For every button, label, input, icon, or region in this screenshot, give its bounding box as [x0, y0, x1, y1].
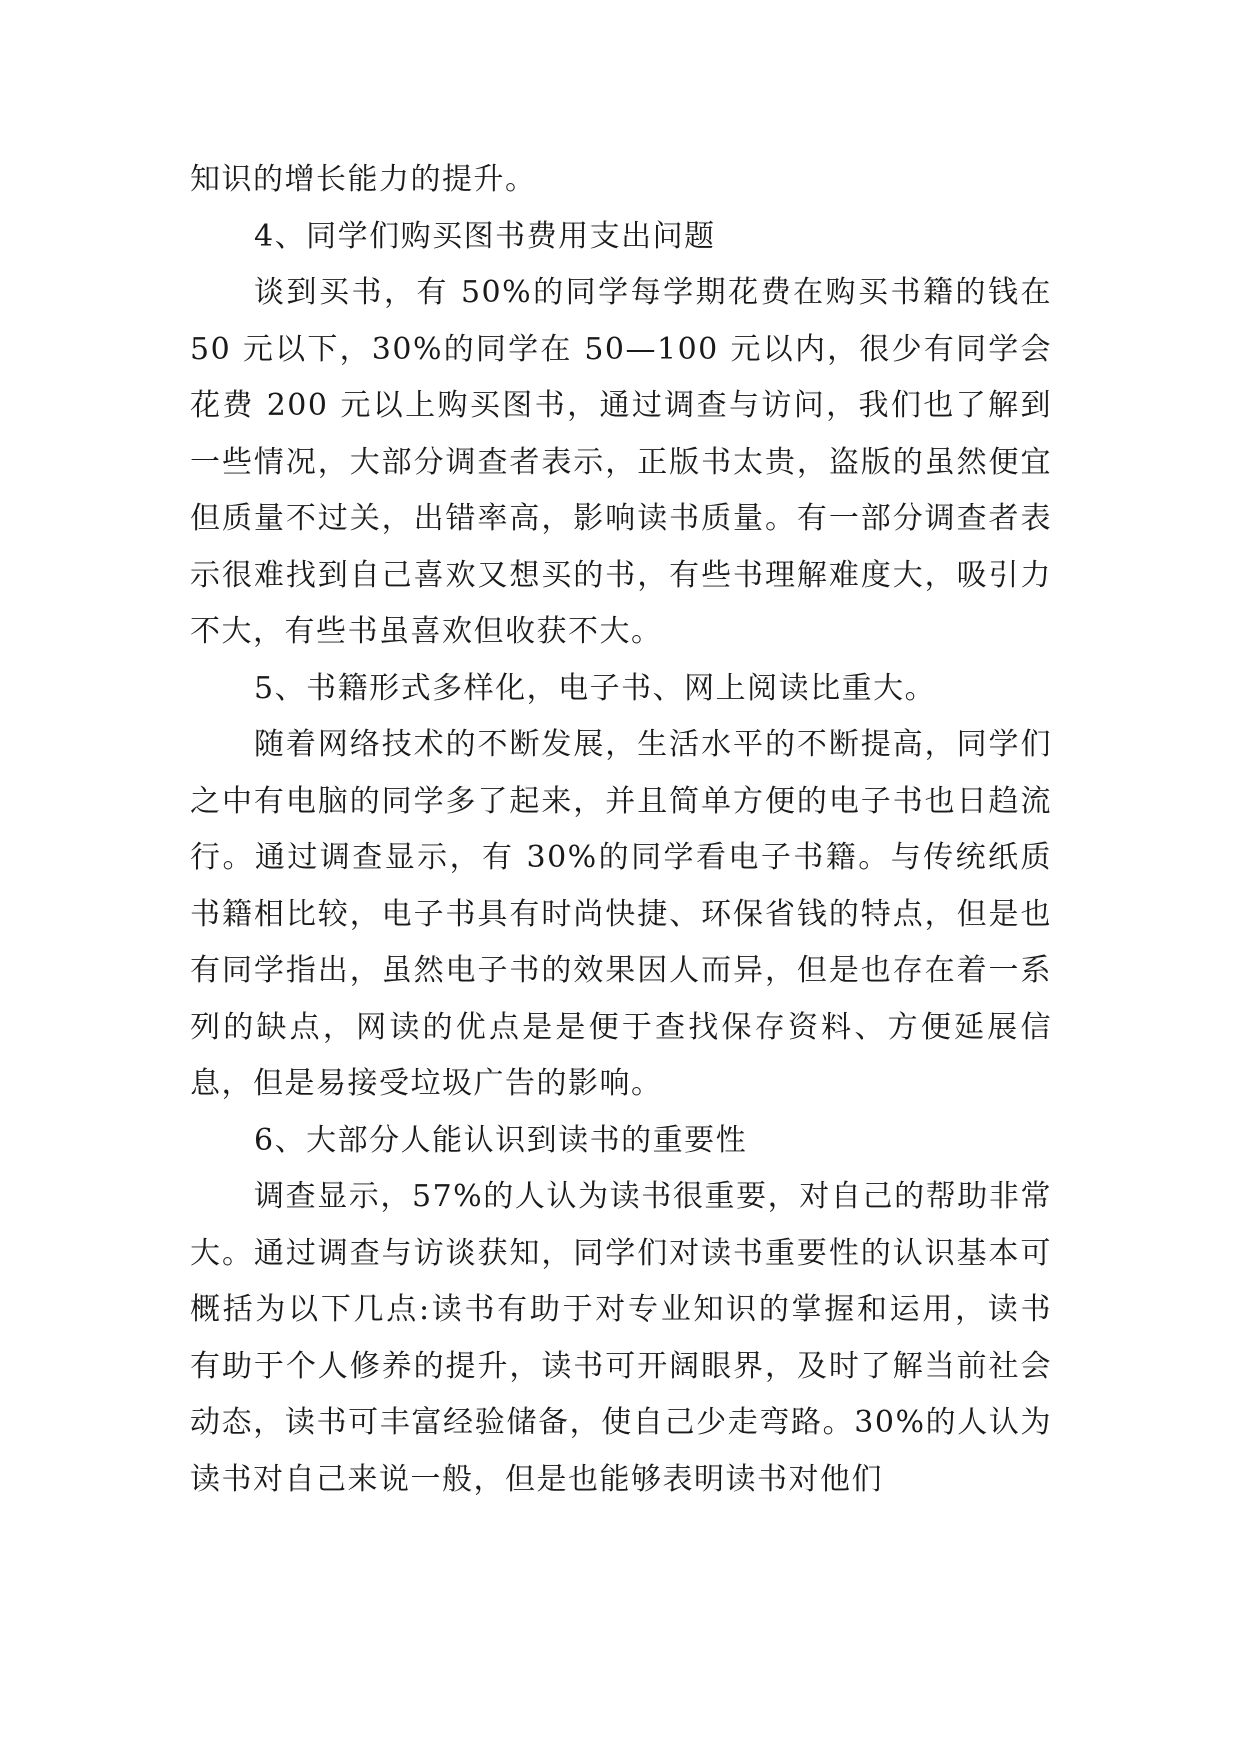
paragraph-book-spending: 谈到买书，有 50%的同学每学期花费在购买书籍的钱在 50 元以下，30%的同学在 50—100 元以内，很少有同学会花费 200 元以上购买图书，通过调查与访问，我们也了解到一些情况，大部分调查者表示，正版书太贵，盗版的虽然便宜但质量不过关，出错率高，影响读书质量。有一部分调查者表示很难找到自己喜欢又想买的书，有些书理解难度大，吸引力不大，有些书虽喜欢但收获不大。 [190, 275, 1052, 649]
paragraph-continuation: 知识的增长能力的提升。 [190, 162, 537, 197]
document-body [190, 152, 1052, 1508]
section-heading-4: 4、同学们购买图书费用支出问题 [254, 218, 716, 254]
section-heading-6: 6、大部分人能认识到读书的重要性 [254, 1122, 748, 1158]
section-heading-5: 5、书籍形式多样化，电子书、网上阅读比重大。 [254, 670, 937, 706]
paragraph-ebooks: 随着网络技术的不断发展，生活水平的不断提高，同学们之中有电脑的同学多了起来，并且简单方便的电子书也日趋流行。通过调查显示，有 30%的同学看电子书籍。与传统纸质书籍相比较，电子书具有时尚快捷、环保省钱的特点，但是也有同学指出，虽然电子书的效果因人而异，但是也存在着一系列的缺点，网读的优点是是便于查找保存资料、方便延展信息，但是易接受垃圾广告的影响。 [190, 727, 1052, 1101]
paragraph-reading-importance: 调查显示，57%的人认为读书很重要，对自己的帮助非常大。通过调查与访谈获知，同学们对读书重要性的认识基本可概括为以下几点:读书有助于对专业知识的掌握和运用，读书有助于个人修养的提升，读书可开阔眼界，及时了解当前社会动态，读书可丰富经验储备，使自己少走弯路。30%的人认为读书对自己来说一般，但是也能够表明读书对他们 [190, 1179, 1052, 1497]
